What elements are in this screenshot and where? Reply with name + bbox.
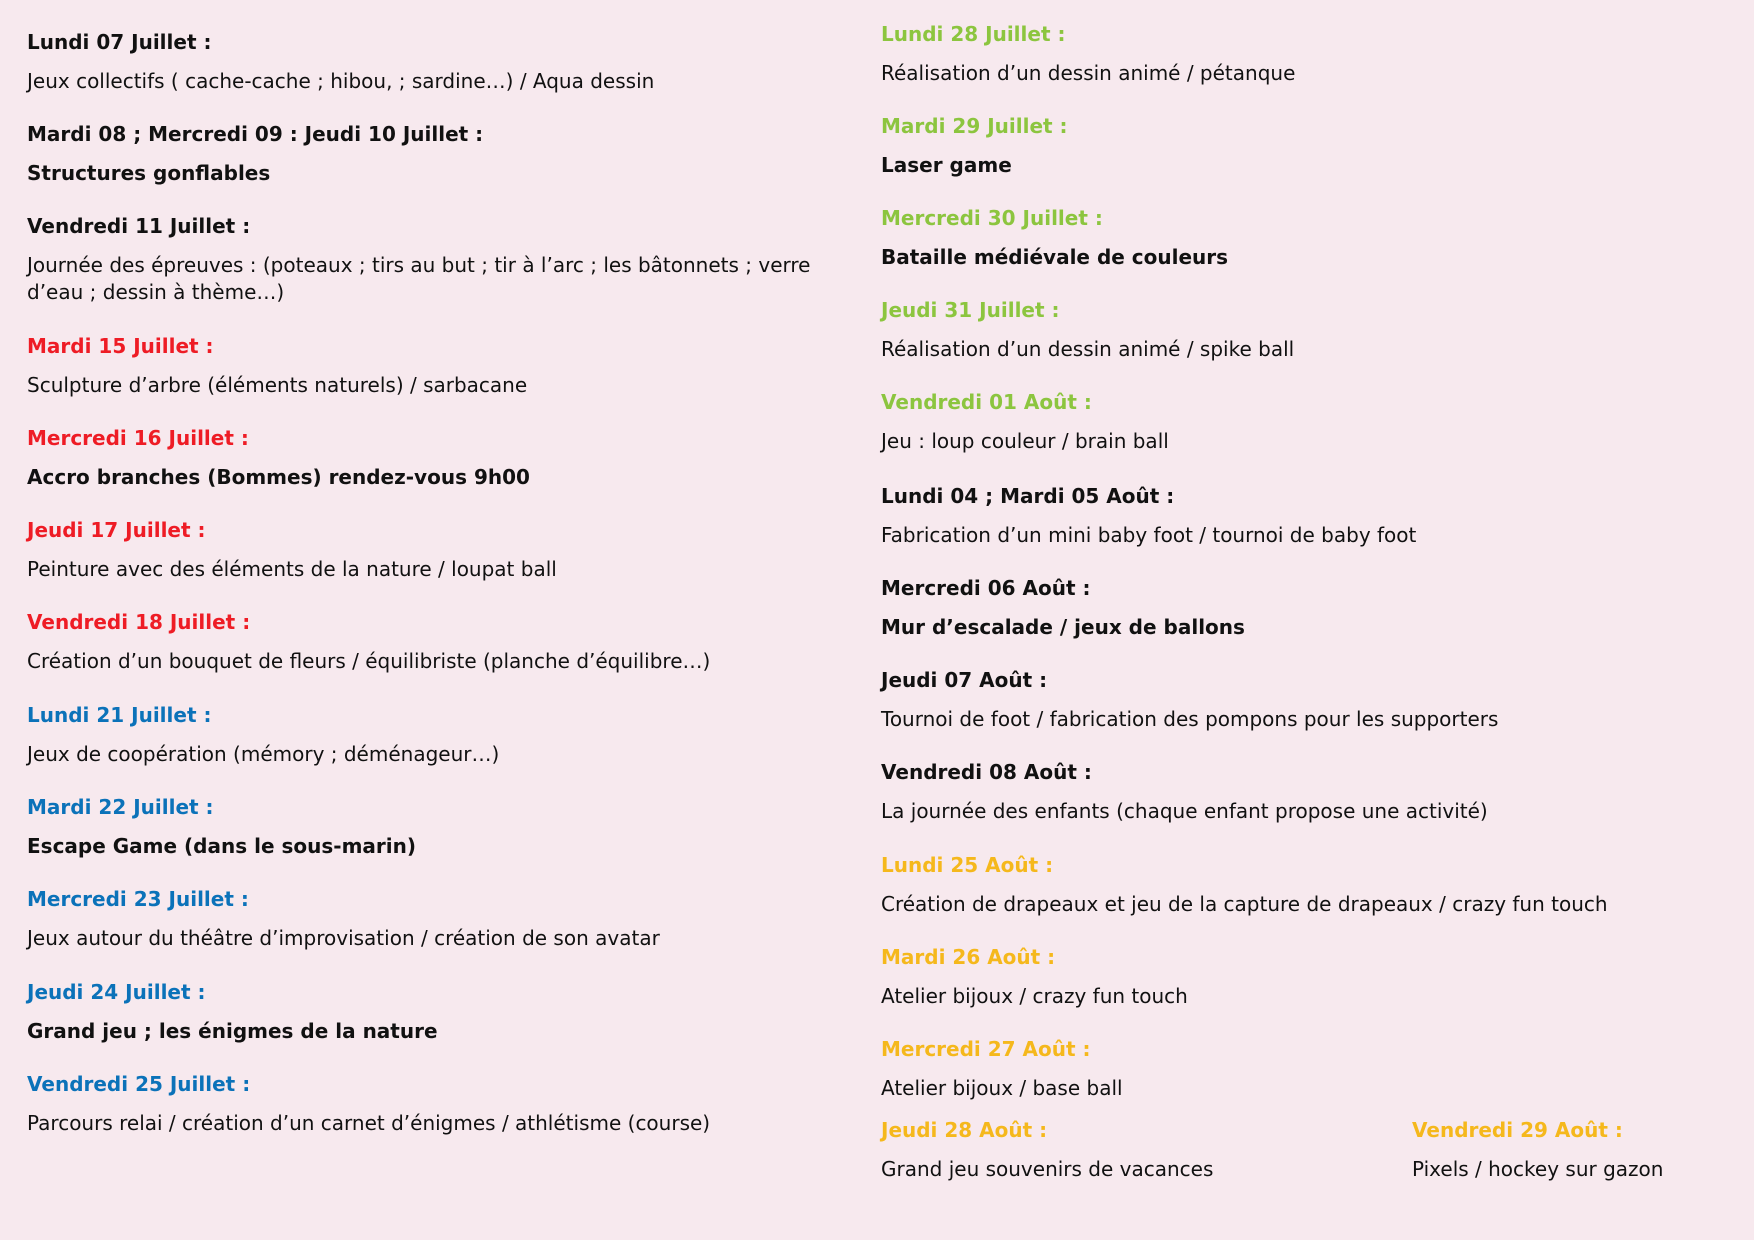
entry-date: Lundi 21 Juillet : (27, 703, 212, 727)
entry-date: Vendredi 08 Août : (881, 760, 1092, 784)
entry-activity: Structures gonflables (27, 161, 271, 185)
entry-date: Mercredi 16 Juillet : (27, 426, 249, 450)
entry-activity: Jeux autour du théâtre d’improvisation / création de son avatar (27, 926, 660, 950)
entry-activity: Jeux de coopération (mémory ; déménageur…) (27, 742, 500, 766)
schedule-entry (881, 484, 1741, 549)
schedule-entry (27, 980, 867, 1045)
schedule-entry (27, 610, 867, 675)
entry-date: Jeudi 07 Août : (881, 668, 1048, 692)
schedule-entry (881, 22, 1741, 87)
entry-activity: La journée des enfants (chaque enfant propose une activité) (881, 799, 1488, 823)
schedule-entry (27, 1072, 867, 1137)
entry-activity: Mur d’escalade / jeux de ballons (881, 615, 1245, 639)
schedule-entry (27, 426, 867, 491)
schedule-entry (881, 853, 1741, 918)
entry-activity: Fabrication d’un mini baby foot / tournoi de baby foot (881, 523, 1417, 547)
entry-date: Jeudi 28 Août : (881, 1118, 1048, 1142)
schedule-entry (881, 206, 1741, 271)
entry-activity: Atelier bijoux / base ball (881, 1076, 1123, 1100)
entry-date: Mercredi 06 Août : (881, 576, 1091, 600)
schedule-entry (881, 390, 1741, 455)
entry-activity: Parcours relai / création d’un carnet d’énigmes / athlétisme (course) (27, 1111, 711, 1135)
schedule-entry (27, 887, 867, 952)
entry-activity: Création de drapeaux et jeu de la capture de drapeaux / crazy fun touch (881, 892, 1608, 916)
schedule-entry (881, 114, 1741, 179)
schedule-entry (27, 214, 867, 306)
entry-activity: Tournoi de foot / fabrication des pompons pour les supporters (881, 707, 1499, 731)
schedule-entry (27, 122, 867, 187)
schedule-entry (881, 1037, 1741, 1102)
entry-date: Mercredi 27 Août : (881, 1037, 1091, 1061)
schedule-entry (881, 576, 1741, 641)
entry-activity: Bataille médiévale de couleurs (881, 245, 1229, 269)
schedule-entry (1412, 1118, 1742, 1183)
entry-date: Vendredi 11 Juillet : (27, 214, 251, 238)
entry-activity: Jeu : loup couleur / brain ball (881, 429, 1169, 453)
entry-date: Lundi 25 Août : (881, 853, 1054, 877)
schedule-entry (27, 703, 867, 768)
entry-date: Mardi 26 Août : (881, 945, 1056, 969)
entry-activity: Atelier bijoux / crazy fun touch (881, 984, 1188, 1008)
entry-date: Lundi 07 Juillet : (27, 30, 212, 54)
entry-date: Jeudi 31 Juillet : (881, 298, 1060, 322)
entry-date: Mardi 22 Juillet : (27, 795, 214, 819)
entry-date: Jeudi 17 Juillet : (27, 518, 206, 542)
entry-activity: Jeux collectifs ( cache-cache ; hibou, ; sardine…) / Aqua dessin (27, 69, 655, 93)
entry-date: Lundi 04 ; Mardi 05 Août : (881, 484, 1175, 508)
entry-date: Mardi 15 Juillet : (27, 334, 214, 358)
schedule-entry (881, 298, 1741, 363)
entry-date: Mardi 08 ; Mercredi 09 : Jeudi 10 Juillet : (27, 122, 484, 146)
entry-activity: Escape Game (dans le sous-marin) (27, 834, 417, 858)
entry-activity: Sculpture d’arbre (éléments naturels) / sarbacane (27, 373, 528, 397)
entry-activity: Journée des épreuves : (poteaux ; tirs au but ; tir à l’arc ; les bâtonnets ; verre d’eau ; dessin à thème…) (27, 253, 811, 304)
entry-activity: Grand jeu souvenirs de vacances (881, 1157, 1214, 1181)
schedule-entry (27, 795, 867, 860)
entry-date: Vendredi 29 Août : (1412, 1118, 1623, 1142)
schedule-entry (881, 760, 1741, 825)
schedule-entry (881, 668, 1741, 733)
entry-date: Vendredi 01 Août : (881, 390, 1092, 414)
schedule-entry (27, 334, 867, 399)
entry-date: Vendredi 25 Juillet : (27, 1072, 251, 1096)
entry-date: Vendredi 18 Juillet : (27, 610, 251, 634)
entry-date: Mercredi 30 Juillet : (881, 206, 1103, 230)
entry-activity: Accro branches (Bommes) rendez-vous 9h00 (27, 465, 530, 489)
entry-activity: Laser game (881, 153, 1012, 177)
entry-date: Mercredi 23 Juillet : (27, 887, 249, 911)
entry-activity: Réalisation d’un dessin animé / pétanque (881, 61, 1296, 85)
entry-activity: Réalisation d’un dessin animé / spike ball (881, 337, 1295, 361)
schedule-entry (27, 30, 867, 95)
entry-activity: Création d’un bouquet de fleurs / équilibriste (planche d’équilibre…) (27, 649, 711, 673)
entry-activity: Pixels / hockey sur gazon (1412, 1157, 1664, 1181)
schedule-entry (881, 945, 1741, 1010)
entry-date: Lundi 28 Juillet : (881, 22, 1066, 46)
entry-date: Jeudi 24 Juillet : (27, 980, 206, 1004)
schedule-entry (27, 518, 867, 583)
entry-activity: Grand jeu ; les énigmes de la nature (27, 1019, 438, 1043)
entry-activity: Peinture avec des éléments de la nature / loupat ball (27, 557, 557, 581)
entry-date: Mardi 29 Juillet : (881, 114, 1068, 138)
